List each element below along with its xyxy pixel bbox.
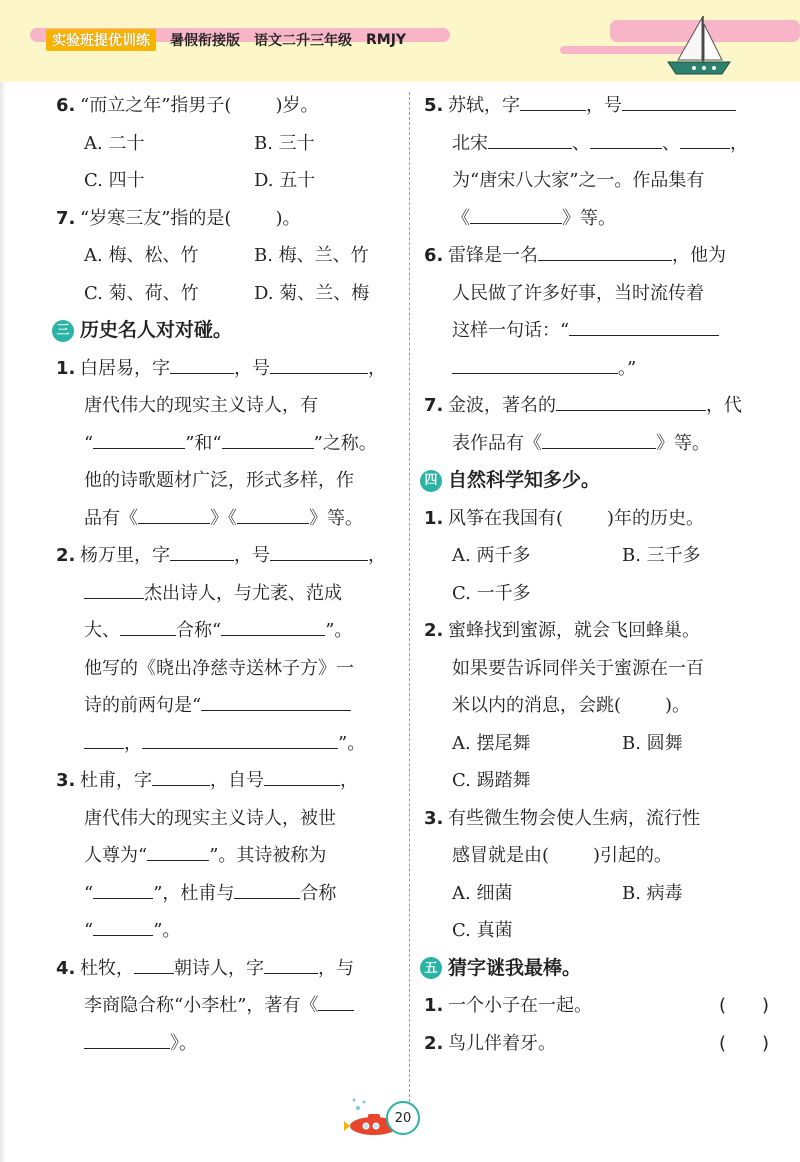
question-number: 2. [56, 545, 76, 566]
fill-blank[interactable] [318, 990, 354, 1011]
question-text: “ [84, 432, 94, 454]
question-text: ”之称。 [313, 432, 377, 454]
fill-blank[interactable] [569, 315, 719, 336]
science-2-options [424, 725, 769, 763]
question-text: 这样一句话：“ [452, 320, 570, 341]
item-1-line-2: 唐代伟大的现实主义诗人，有 [84, 395, 318, 416]
question-text: 人尊为“ [84, 845, 148, 866]
question-number: 6. [56, 95, 76, 116]
fill-blank[interactable] [590, 128, 662, 149]
answer-paren[interactable]: ( ) [718, 1032, 769, 1054]
question-text: “而立之年”指男子( [80, 95, 232, 116]
question-7-options [56, 237, 396, 275]
question-7-line-1 [424, 387, 769, 425]
question-number: 7. [424, 395, 444, 416]
option-c[interactable]: C. 四十 [84, 170, 145, 191]
page-number: 20 [386, 1101, 420, 1135]
question-5-line-2 [424, 125, 769, 163]
question-number: 4. [56, 957, 76, 979]
question-text: ，与 [318, 957, 354, 979]
fill-blank[interactable] [234, 878, 300, 899]
item-3-line-4 [56, 875, 396, 913]
science-2-options-2 [424, 762, 769, 800]
riddle-2 [424, 1025, 769, 1063]
fill-blank[interactable] [222, 428, 314, 449]
option-b[interactable]: B. 三十 [254, 132, 315, 154]
section-5-heading [420, 950, 769, 988]
question-text: )年的历史。 [607, 507, 705, 529]
fill-blank[interactable] [264, 953, 318, 974]
fill-blank[interactable] [84, 1028, 170, 1049]
question-number: 3. [424, 807, 444, 829]
question-text: 《 [452, 207, 470, 229]
fill-blank[interactable] [170, 353, 234, 374]
question-number: 6. [424, 245, 444, 266]
fill-blank[interactable] [84, 728, 124, 749]
science-3-line-2 [424, 837, 769, 875]
option-b[interactable]: B. 梅、兰、竹 [254, 245, 369, 266]
question-6-line-3 [424, 312, 769, 350]
series-title: 实验班提优训练 [46, 29, 156, 51]
fill-blank[interactable] [93, 915, 153, 936]
option-a[interactable]: A. 梅、松、竹 [84, 245, 199, 266]
question-text: 感冒就是由( [452, 845, 550, 866]
fill-blank[interactable] [264, 765, 340, 786]
question-text: 白居易，字 [80, 357, 170, 379]
question-text: ， [730, 132, 748, 154]
question-text: 、 [572, 132, 590, 154]
question-7-line-2 [424, 425, 769, 463]
science-2-line-2: 如果要告诉同伴关于蜜源在一百 [452, 657, 704, 679]
fill-blank[interactable] [142, 728, 338, 749]
item-3-line-3 [56, 837, 396, 875]
question-number: 1. [424, 995, 444, 1016]
section-title: 自然科学知多少。 [448, 469, 601, 491]
question-text: 北宋 [452, 132, 488, 154]
fill-blank[interactable] [237, 503, 309, 524]
option-c[interactable]: C. 真菌 [452, 920, 513, 941]
question-6-line-2: 人民做了许多好事，当时流传着 [452, 282, 704, 304]
question-text: 表作品有《 [452, 432, 542, 454]
fill-blank[interactable] [470, 203, 562, 224]
item-2-line-2 [56, 575, 396, 613]
fill-blank[interactable] [170, 540, 234, 561]
right-column [424, 87, 769, 1062]
option-a[interactable]: A. 两千多 [452, 545, 531, 566]
option-a[interactable]: A. 细菌 [452, 882, 513, 904]
question-text: 》等。 [562, 207, 616, 229]
question-text: )。 [665, 695, 691, 716]
question-text: “岁寒三友”指的是( [80, 207, 232, 229]
science-2-line-1 [424, 612, 769, 650]
question-text: 合称 [300, 882, 337, 904]
question-6-stem [56, 87, 396, 125]
question-5-line-4 [424, 200, 769, 238]
question-text: 杨万里，字 [80, 545, 170, 566]
fill-blank[interactable] [270, 353, 368, 374]
subject-label: 语文二升三年级 [254, 33, 352, 49]
item-1-line-1 [56, 350, 396, 388]
fill-blank[interactable] [120, 615, 176, 636]
item-4-line-2 [56, 987, 396, 1025]
item-2-line-1 [56, 537, 396, 575]
fill-blank[interactable] [488, 128, 572, 149]
question-6-line-4 [424, 350, 769, 388]
fill-blank[interactable] [680, 128, 730, 149]
section-badge: 四 [420, 470, 442, 492]
question-text: 金波，著名的 [448, 395, 556, 416]
question-text: 杜牧， [80, 957, 134, 979]
question-text: ”。 [153, 920, 181, 941]
science-1-stem [424, 500, 769, 538]
question-number: 5. [424, 95, 444, 116]
question-text: ， [368, 545, 386, 566]
question-6-options [56, 125, 396, 163]
fill-blank[interactable] [622, 90, 736, 111]
item-3-line-2: 唐代伟大的现实主义诗人，被世 [84, 807, 336, 829]
option-b[interactable]: B. 三千多 [622, 545, 701, 566]
question-text: 》等。 [309, 507, 363, 529]
section-title: 历史名人对对碰。 [80, 319, 233, 341]
item-2-line-5 [56, 687, 396, 725]
option-c[interactable]: C. 踢踏舞 [452, 770, 531, 791]
left-column [56, 87, 396, 1062]
question-text: ”。其诗被称为 [209, 845, 327, 866]
page-edge [0, 0, 6, 1162]
question-6-options-2 [56, 162, 396, 200]
section-title: 猜字谜我最棒。 [448, 956, 582, 979]
question-text: )岁。 [275, 95, 319, 116]
question-7-options-2 [56, 275, 396, 313]
question-text: 诗的前两句是“ [84, 695, 202, 716]
fill-blank[interactable] [201, 690, 351, 711]
answer-paren[interactable]: ( ) [718, 995, 769, 1016]
option-c[interactable]: C. 一千多 [452, 582, 531, 604]
question-text: 大、 [84, 620, 120, 641]
item-2-line-3 [56, 612, 396, 650]
fill-blank[interactable] [138, 503, 210, 524]
option-b[interactable]: B. 圆舞 [622, 732, 683, 754]
question-text: 合称“ [176, 620, 222, 641]
option-d[interactable]: D. 五十 [254, 170, 316, 191]
question-text: ”。 [325, 620, 353, 641]
question-text: 》。 [170, 1032, 197, 1054]
question-text: )引起的。 [593, 845, 673, 866]
item-4-line-1 [56, 950, 396, 988]
edition-label: 暑假衔接版 [170, 33, 240, 49]
fill-blank[interactable] [520, 90, 586, 111]
fill-blank[interactable] [556, 390, 706, 411]
fill-blank[interactable] [542, 428, 656, 449]
question-text: 朝诗人，字 [174, 957, 264, 979]
question-number: 3. [56, 770, 76, 791]
question-text: 。” [618, 357, 637, 379]
question-text: 》等。 [656, 432, 710, 454]
item-1-line-3 [56, 425, 396, 463]
riddle-1 [424, 987, 769, 1025]
question-text: )。 [275, 207, 301, 229]
question-text: ， [368, 357, 386, 379]
fill-blank[interactable] [221, 615, 325, 636]
sailboat-icon [664, 14, 734, 80]
question-text: ， [124, 732, 142, 754]
page-header [0, 0, 800, 82]
question-text: 杜甫，字 [80, 770, 152, 791]
question-7-stem [56, 200, 396, 238]
question-5-line-3: 为“唐宋八大家”之一。作品集有 [452, 170, 705, 191]
question-text: 》《 [210, 507, 237, 529]
fill-blank[interactable] [84, 578, 144, 599]
question-number: 7. [56, 207, 76, 229]
fill-blank[interactable] [270, 540, 368, 561]
option-a[interactable]: A. 二十 [84, 132, 145, 154]
riddle-text: 鸟儿伴着牙。 [448, 1032, 556, 1054]
science-1-options [424, 537, 769, 575]
question-text: 雷锋是一名 [448, 245, 538, 266]
question-text: “ [84, 920, 94, 941]
fill-blank[interactable] [152, 765, 210, 786]
science-1-options-2 [424, 575, 769, 613]
science-2-line-3 [424, 687, 769, 725]
header-text [46, 29, 420, 51]
option-a[interactable]: A. 摆尾舞 [452, 732, 531, 754]
fill-blank[interactable] [538, 240, 672, 261]
question-text: 、 [662, 132, 680, 154]
question-text: 有些微生物会使人生病，流行性 [448, 807, 700, 829]
edition-code: RMJY [366, 32, 407, 48]
question-text: 品有《 [84, 507, 138, 529]
question-text: ，号 [234, 545, 270, 566]
question-text: ，号 [234, 357, 270, 379]
question-5-line-1 [424, 87, 769, 125]
question-text: ， [340, 770, 358, 791]
question-6-line-1 [424, 237, 769, 275]
section-badge: 五 [420, 957, 442, 979]
question-text: 杰出诗人，与尤袤、范成 [144, 582, 342, 604]
fill-blank[interactable] [93, 428, 185, 449]
question-number: 1. [424, 507, 444, 529]
science-3-options-2 [424, 912, 769, 950]
question-number: 2. [424, 1032, 444, 1054]
item-2-line-6 [56, 725, 396, 763]
question-text: ，代 [706, 395, 742, 416]
question-text: “ [84, 882, 94, 904]
option-b[interactable]: B. 病毒 [622, 882, 683, 904]
fill-blank[interactable] [452, 353, 618, 374]
section-4-heading [420, 462, 769, 500]
question-text: 米以内的消息，会跳( [452, 695, 622, 716]
option-d[interactable]: D. 菊、兰、梅 [254, 282, 370, 304]
science-3-line-1 [424, 800, 769, 838]
question-text: ，号 [586, 95, 622, 116]
question-text: ”。 [338, 732, 366, 754]
riddle-text: 一个小子在一起。 [448, 995, 592, 1016]
section-3-heading [52, 312, 396, 350]
question-number: 1. [56, 357, 76, 379]
item-3-line-5 [56, 912, 396, 950]
fill-blank[interactable] [134, 953, 174, 974]
item-3-line-1 [56, 762, 396, 800]
question-text: 风筝在我国有( [448, 507, 564, 529]
section-badge: 三 [52, 320, 74, 342]
fill-blank[interactable] [147, 840, 209, 861]
item-1-line-5 [56, 500, 396, 538]
item-2-line-4: 他写的《晓出净慈寺送林子方》一 [84, 657, 354, 679]
item-1-line-4: 他的诗歌题材广泛，形式多样，作 [84, 470, 354, 491]
question-text: ”，杜甫与 [153, 882, 235, 904]
option-c[interactable]: C. 菊、荷、竹 [84, 282, 199, 304]
question-text: 蜜蜂找到蜜源，就会飞回蜂巢。 [448, 620, 700, 641]
question-text: 李商隐合称“小李杜”，著有《 [84, 995, 319, 1016]
fill-blank[interactable] [93, 878, 153, 899]
question-number: 2. [424, 620, 444, 641]
column-divider [409, 92, 410, 1102]
question-text: 苏轼，字 [448, 95, 520, 116]
question-text: ”和“ [185, 432, 222, 454]
question-text: ，自号 [210, 770, 264, 791]
science-3-options [424, 875, 769, 913]
item-4-line-3 [56, 1025, 396, 1063]
question-text: ，他为 [672, 245, 726, 266]
